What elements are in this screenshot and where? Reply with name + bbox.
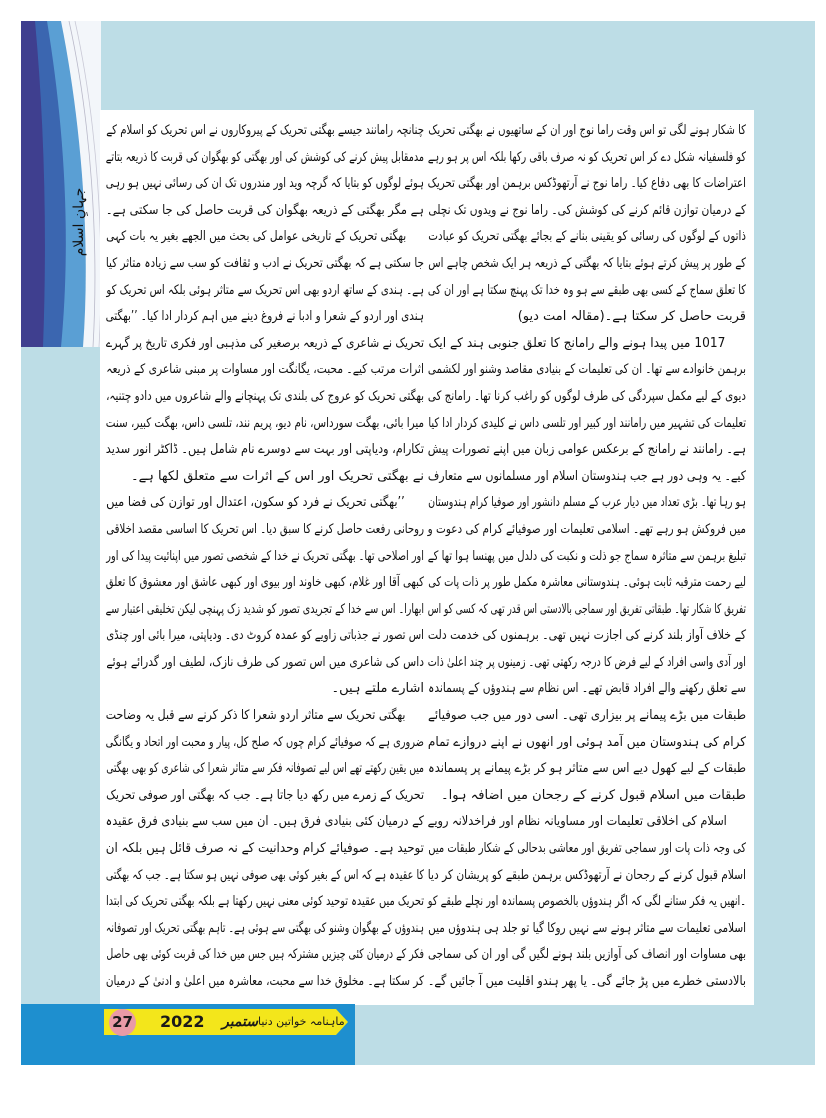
text-line: فکر کے درمیان کئی چیزیں مشترکہ ہیں جس میں خدا کی قربت کوئی بھی حاصل: [106, 947, 425, 963]
issue-year: 2022: [160, 1012, 205, 1031]
text-line: اشارے ملتے ہیں۔: [331, 681, 424, 697]
text-line: داس کی شاعری میں اس تصور کی طرف نازک، لطیف اور گدرائے ہوئے: [106, 654, 425, 670]
text-line: ہے۔ ہندی کے ساتھ اردو بھی اس تحریک سے متاثر ہوئی بلکہ اس تحریک کو: [106, 282, 425, 298]
text-line: کے خلاف آواز بلند کرنے کی اجازت نہیں تھی۔ برہمنوں کی خدمت دلت: [427, 628, 746, 644]
text-line: کی وجہ ذات پات اور سماجی تفریق اور معاشی بدحالی کے شکار طبقات میں: [428, 841, 746, 857]
text-line: کے طور پر پیش کرتے ہوئے بتایا کہ بھگتی کے ذریعہ ہر ایک شخص چاہے اس: [428, 255, 746, 271]
text-line: طبقات کے لیے کھول دیے اس سے متاثر ہو کر بڑے پیمانے پر پسماندہ: [428, 761, 746, 777]
text-line: کبھی آقا اور غلام، کبھی خاوند اور بیوی اور کبھی عاشق اور معشوق کا تعلق: [105, 575, 425, 591]
text-line: اور آدی واسی افراد کے لیے فرض کا درجہ رکھتی تھی۔ زمینوں پر چند اعلیٰ ذات: [427, 654, 746, 670]
text-line: ہندی اور اردو کے شعرا و ادبا نے فروغ دینے میں اہم کردار ادا کیا۔ ’’بھگتی: [105, 309, 424, 325]
text-line: ہوئے لوگوں کو بتایا کہ گرچہ وید اور مندروں تک ان کی رسائی نہیں ہو رہی: [105, 176, 424, 192]
section-label: جہانِ اسلام: [71, 187, 87, 257]
text-line: بھی مساوات اور انصاف کی آوازیں بلند ہونے لگیں گی اور ان کی سماجی: [427, 947, 746, 963]
text-line: کا عقیدہ ہے کہ اس کے بغیر کوئی بھی صوفی نہیں ہو سکتا ہے۔ جب کہ بھگتی: [105, 867, 424, 883]
text-line: کے درمیان توازن قائم کرنے کی کوشش کی۔ راما نوج نے ویدوں تک نچلی: [428, 202, 746, 218]
text-line: تحریک کے زمرے میں رکھ دیا جاتا ہے۔ جب کہ بھگتی اور صوفی تحریک: [106, 787, 424, 803]
article-page: [100, 110, 754, 1005]
issue-month: ستمبر: [222, 1014, 258, 1030]
text-line: ضروری ہے کہ صوفیائے کرام چوں کہ صلح کل، پیار و محبت اور اتحاد و یگانگی: [105, 734, 424, 750]
text-line: دیوی کے لیے مکمل سپردگی کی طرف لوگوں کو راغب کرنا تھا۔ رامانج کی: [427, 388, 746, 404]
text-line: تبلیغ برہمن سے متاثرہ سماج جو ذلت و نکبت کی دلدل میں پھنسا ہوا تھا کے: [427, 548, 746, 564]
text-line: اعتراضات کا بھی دفاع کیا۔ راما نوج نے آرتھوڈکس برہمن اور بھگتی تحریک: [427, 176, 746, 192]
text-line: تفریق کا شکار تھا۔ طبقاتی تفریق اور سماجی بالادستی اس قدر تھی کہ کسی کو اس: [427, 601, 746, 617]
text-line: برہمن خانوادے سے تھا۔ ان کی تعلیمات کے بنیادی مقاصد وشنو اور لکشمی: [427, 362, 746, 378]
text-line: روحانی رفعت حاصل کرنے کا سبق دیا۔ اس تحریک کا اساسی مقصد اخلاقی: [106, 521, 424, 537]
text-line: لیے رحمت مترقبہ ثابت ہوئی۔ ہندوستانی معاشرہ مکمل طور پر ذات پات کی: [428, 575, 746, 591]
text-line: چنانچہ رامانند جیسے بھگتی تحریک کے پیروکاروں نے اس تحریک کو اسلام کے: [106, 123, 424, 138]
text-line: سے تعلق رکھنے والے افراد قابض تھے۔ اس نظام سے ہندوؤں کے پسماندہ: [428, 681, 746, 697]
text-line: کو فلسفیانہ شکل دے کر اس تحریک کو نہ صرف باقی رکھا بلکہ اس پر ہو رہے: [427, 149, 746, 165]
text-line: اثرات مرتب کیے۔ محبت، یگانگت اور مساوات پر مبنی شاعری کے ذریعہ: [106, 362, 424, 378]
text-line: ابھارا۔ اس سے خدا کے تجریدی تصور کو شدید زک پہنچی لیکن تخلیقی اعتبار سے: [105, 601, 424, 617]
text-line: تکارام، ودیاپتی اور بہت سے دوسرے نام شامل ہیں۔ ڈاکٹر انور سدید: [105, 442, 424, 458]
text-line: 1017 میں پیدا ہونے والے رامانج کا تعلق جنوبی ہند کے ایک: [428, 335, 726, 351]
text-line: ذاتوں کے لوگوں کی رسائی کو یقینی بنانے کے بجائے بھگتی تحریک کو عبادت: [428, 229, 746, 245]
text-line: قربت حاصل کر سکتا ہے۔(مقالہ امت دیو): [517, 309, 746, 325]
text-line: میرا بائی، بھگت سورداس، نام دیو، پریم نند، تلسی داس، بھگت کبیر، سنت: [105, 415, 424, 431]
text-line: بھگتی تحریک سے متاثر اردو شعرا کا ذکر کرنے سے قبل یہ وضاحت: [105, 708, 406, 724]
magazine-name: ماہنامہ خواتین دنیا: [258, 1015, 345, 1028]
text-line: اسلام قبول کرنے کے رجحان نے آرتھوڈکس برہمن طبقے کو پریشان کر دیا: [427, 867, 746, 883]
text-line: ہو رہا تھا۔ بڑی تعداد میں دیار عرب کے مسلم دانشور اور صوفیا کرام ہندوستان: [428, 495, 746, 511]
text-line: میں فروکش ہو رہے تھے۔ اسلامی تعلیمات اور صوفیائے کرام کی دعوت و: [427, 521, 746, 537]
text-line: طبقات میں بڑے پیمانے پر بیزاری تھی۔ اسی دور میں جب صوفیائے: [428, 708, 746, 724]
text-line: ہندوؤں کے بھگوان وشنو کی بھگتی سے ہوئی ہے۔ تاہم بھگتی تحریک اور تصوفانہ: [105, 920, 424, 936]
text-line: اور اصلاحی تھا۔ بھگتی تحریک نے خدا کے شخصی تصور میں اپنائیت پیدا کی اور: [106, 548, 424, 564]
text-line: طبقات میں اسلام قبول کرنے کے رجحان میں اضافہ ہوا۔: [440, 787, 746, 803]
text-line: بھگتی تحریک کو عروج کی بلندی تک پہنچانے والے شاعروں میں دادو چتنیہ،: [106, 388, 425, 404]
text-line: ۔انھیں یہ فکر ستانے لگی کہ اگر ہندوؤں بالخصوص پسماندہ اور نچلے طبقے کو: [427, 894, 746, 910]
text-line: توحید ہے۔ صوفیائے کرام وحدانیت کے نہ صرف قائل ہیں بلکہ ان: [105, 841, 425, 857]
article-column-left: [106, 118, 424, 996]
text-line: اسلامی تعلیمات سے متاثر ہونے سے نہیں روکا گیا تو جلد ہی ہندوؤں میں: [428, 920, 746, 936]
text-line: ’’بھگتی تحریک نے فرد کو سکون، اعتدال اور توازن کی فضا میں: [106, 495, 405, 511]
text-line: نے بھگتی تحریک اور اس کے اثرات سے متعلق لکھا ہے۔: [130, 468, 424, 484]
text-line: بالادستی خطرے میں پڑ جائے گی۔ یا پھر ہندو اقلیت میں آ جائیں گے۔: [427, 974, 746, 989]
text-line: تحریک میں عقیدہ توحید کوئی معنی نہیں رکھتا ہے بلکہ بھگتی تحریک کی ابتدا: [105, 894, 424, 910]
text-line: میں یقین رکھتے تھے اس لیے تصوفانہ فکر سے متاثر شعرا کی شاعری کو بھی بھگتی: [106, 761, 424, 777]
text-line: ہے۔ رامانند نے رامانج کے برعکس عوامی زبان میں اپنے تصورات پیش: [427, 442, 746, 458]
text-line: جا سکتی ہے کہ بھگتی تحریک نے ادب و ثقافت کو سب سے زیادہ متاثر کیا: [105, 255, 424, 271]
text-line: تحریک نے شاعری کے ذریعہ برصغیر کی مذہبی اور فکری تاریخ پر گہرے: [105, 335, 425, 351]
text-line: کیے۔ یہ وہی دور ہے جب ہندوستان اسلام اور مسلمانوں سے متعارف: [427, 468, 746, 484]
text-line: کرام کی ہندوستان میں آمد ہوئی اور انھوں نے اپنے دروازے تمام: [427, 734, 746, 750]
text-line: مدمقابل پیش کرنے کی کوشش کی اور بھگتی کو بھگوان کی قربت کا ذریعہ بتاتے: [105, 149, 425, 165]
text-line: کر سکتا ہے۔ مخلوق خدا سے محبت، معاشرہ میں اعلیٰ و ادنیٰ کے درمیان: [105, 974, 424, 989]
text-line: کے درمیان کئی بنیادی فرق ہیں۔ ان میں سب سے بنیادی فرق عقیدہ: [105, 814, 424, 830]
text-line: اس تصور نے جذباتی زاویے کو عمدہ کروٹ دی۔ ودیاپتی، میرا بائی اور چنڈی: [106, 628, 424, 644]
text-line: کا تعلق سماج کے کسی بھی طبقے سے ہو وہ خدا تک پہنچ سکتا ہے اور ان کی: [427, 282, 746, 298]
article-column-right: [428, 118, 746, 996]
text-line: ہے مگر بھگتی کے ذریعہ بھگوان کی قربت حاصل کی جا سکتی ہے۔: [105, 202, 424, 218]
text-line: اسلام کی اخلاقی تعلیمات اور مساویانہ نظام اور فراخدلانہ رویے: [427, 814, 727, 830]
text-line: کا شکار ہونے لگی تو اس وقت راما نوج اور ان کے ساتھیوں نے بھگتی تحریک: [428, 123, 746, 138]
text-line: بھگتی تحریک کے تاریخی عوامل کی بحث میں الجھے بغیر یہ بات کہی: [106, 229, 407, 245]
text-line: تعلیمات کی تشہیر میں رامانند اور کبیر اور تلسی داس نے کلیدی کردار ادا کیا: [428, 415, 746, 431]
page-number-badge: 27: [109, 1009, 136, 1036]
